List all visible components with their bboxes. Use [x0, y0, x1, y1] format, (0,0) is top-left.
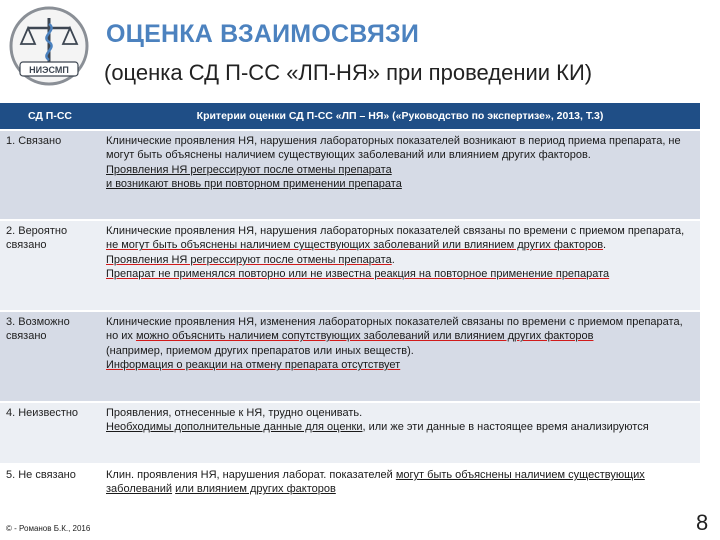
col-header-criteria: Критерии оценки СД П-СС «ЛП – НЯ» («Руководство по экспертизе», 2013, Т.3)	[100, 103, 700, 130]
table-row	[0, 464, 700, 508]
relation-cell: 3. Возможно связано	[0, 311, 100, 402]
criteria-cell: Проявления, отнесенные к НЯ, трудно оценивать. Необходимы дополнительные данные для оценки, или же эти данные в настоящее время анализируются	[100, 402, 700, 464]
page-number: 8	[696, 510, 709, 535]
criteria-cell: Клинические проявления НЯ, изменения лабораторных показателей связаны по времени с приемом препарата, но их можно объяснить наличием сопутствующих заболеваний или влиянием других факторов (например, приемом других препаратов или иных веществ). Информация о реакции на отмену препарата отсутствует	[100, 311, 700, 402]
page-title: ОЦЕНКА ВЗАИМОСВЯЗИ	[106, 20, 420, 48]
relation-cell: 5. Не связано	[0, 464, 100, 508]
relation-cell: 4. Неизвестно	[0, 402, 100, 464]
table-row	[0, 311, 700, 402]
table-row	[0, 130, 700, 220]
criteria-table	[0, 103, 700, 509]
col-header-relation: СД П-СС	[0, 103, 100, 130]
criteria-cell: Клинические проявления НЯ, нарушения лабораторных показателей связаны по времени с приемом препарата, не могут быть объяснены наличием существующих заболеваний или влиянием других факторов. Проявления НЯ регрессируют после отмены препарата. Препарат не применялся повторно или не известна реакция на повторное применение препарата	[100, 220, 700, 311]
table-row	[0, 402, 700, 464]
table-header-row	[0, 103, 700, 130]
criteria-cell: Клинические проявления НЯ, нарушения лабораторных показателей возникают в период приема препарата, не могут быть объяснены наличием существующих заболеваний или влиянием других факторов. Проявления НЯ регрессируют после отмены препарата и возникают вновь при повторном применении препарата	[100, 130, 700, 220]
page-subtitle: (оценка СД П-СС «ЛП-НЯ» при проведении КИ)	[104, 60, 593, 85]
criteria-cell: Клин. проявления НЯ, нарушения лаборат. показателей могут быть объяснены наличием существующих заболеваний или влиянием других факторов	[100, 464, 700, 508]
organization-logo	[6, 4, 92, 90]
copyright-footer: © - Романов Б.К., 2016	[6, 524, 91, 533]
relation-cell: 1. Связано	[0, 130, 100, 220]
relation-cell: 2. Вероятно связано	[0, 220, 100, 311]
logo-text: НИЭСМП	[29, 65, 69, 75]
table-row	[0, 220, 700, 311]
